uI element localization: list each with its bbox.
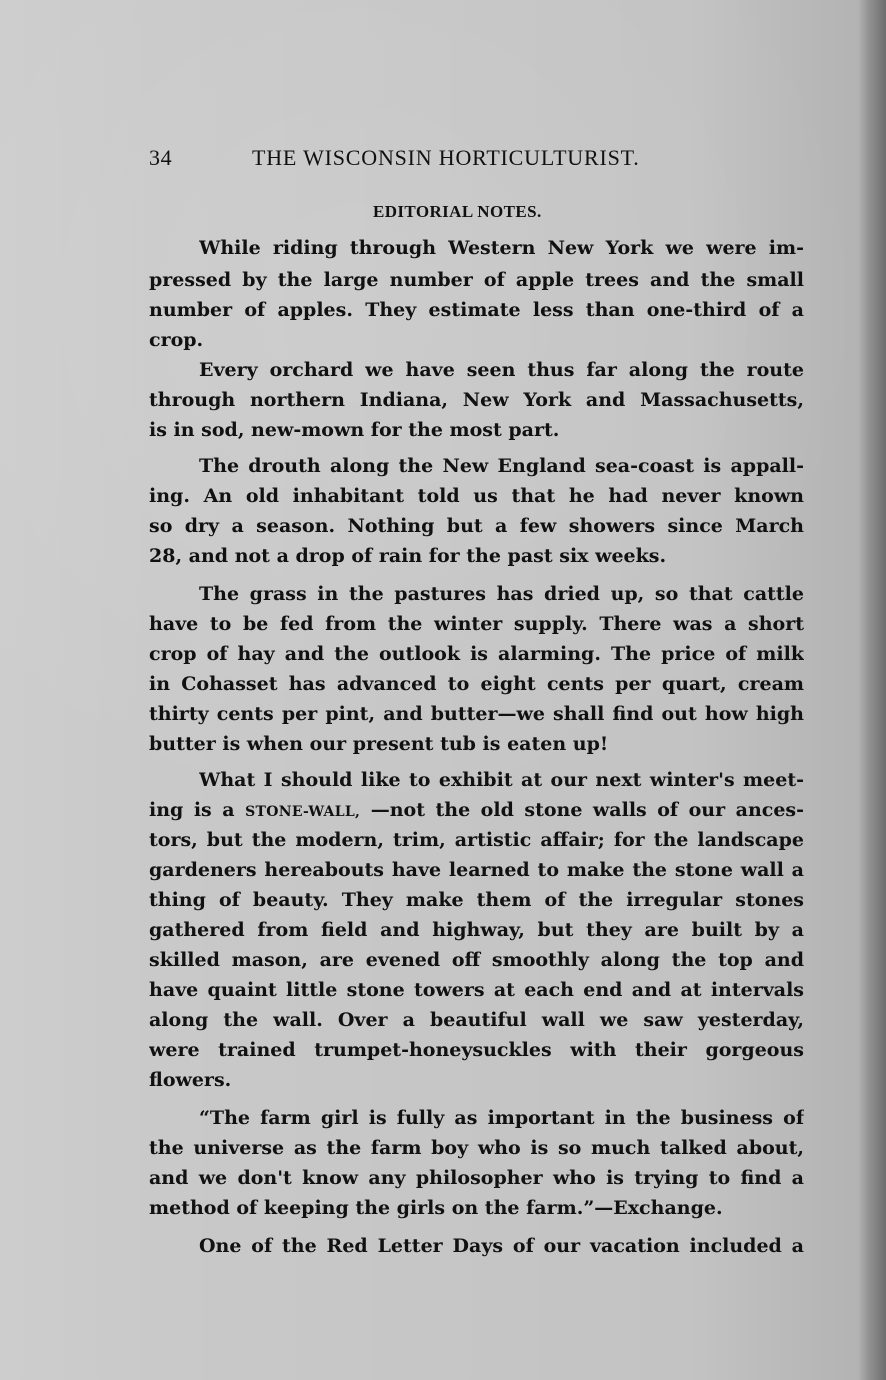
text-line-17: butter is when our present tub is eaten up! [149,733,609,755]
stone-wall-term: STONE-WALL, [245,804,361,820]
text-line-5: Every orchard we have seen thus far along the route [199,359,804,381]
text-line-26: along the wall. Over a beautiful wall we saw yesterday, [149,1009,804,1031]
text-line-27: were trained trumpet-honeysuckles with their gorgeous [149,1039,804,1061]
text-line-7: is in sod, new-mown for the most part. [149,419,560,441]
text-line-24: skilled mason, are evened off smoothly along the top and [149,949,804,971]
page-number: 34 [149,145,173,170]
text-line-1: While riding through Western New York we were im- [199,237,804,259]
text-line-12: The grass in the pastures has dried up, so that cattle [199,583,804,605]
text-line-19 [149,796,804,824]
text-line-18: What I should like to exhibit at our next winter's meet- [199,769,804,791]
text-line-2: pressed by the large number of apple trees and the small [149,269,804,291]
text-line-14: crop of hay and the outlook is alarming. The price of milk [149,643,804,665]
text-line-32: method of keeping the girls on the farm.”—Exchange. [149,1197,723,1219]
text-line-16: thirty cents per pint, and butter—we shall find out how high [149,703,804,725]
text-line-11: 28, and not a drop of rain for the past six weeks. [149,545,667,567]
text-line-19-end: —not the old stone walls of our ances- [370,799,804,821]
text-line-15: in Cohasset has advanced to eight cents per quart, cream [149,673,804,695]
page-gutter-shadow [858,0,886,1380]
text-line-6: through northern Indiana, New York and Massachusetts, [149,389,804,411]
text-line-21: gardeners hereabouts have learned to make the stone wall a [149,859,804,881]
running-title: THE WISCONSIN HORTICULTURIST. [252,145,640,170]
text-line-31: and we don't know any philosopher who is trying to find a [149,1167,804,1189]
text-line-13: have to be fed from the winter supply. There was a short [149,613,804,635]
text-line-9: ing. An old inhabitant told us that he had never known [149,485,804,507]
text-line-33: One of the Red Letter Days of our vacation included a [199,1235,804,1257]
text-line-10: so dry a season. Nothing but a few showers since March [149,515,804,537]
text-line-3: number of apples. They estimate less than one-third of a [149,299,804,321]
text-line-28: flowers. [149,1069,232,1091]
text-line-22: thing of beauty. They make them of the irregular stones [149,889,804,911]
running-header [149,145,709,179]
text-line-20: tors, but the modern, trim, artistic affair; for the landscape [149,829,804,851]
text-line-23: gathered from field and highway, but they are built by a [149,919,804,941]
text-line-25: have quaint little stone towers at each end and at intervals [149,979,804,1001]
text-line-4: crop. [149,329,204,351]
section-title: EDITORIAL NOTES. [373,202,542,221]
text-line-29: “The farm girl is fully as important in the business of [199,1107,804,1129]
text-line-19-start: ing is a [149,799,235,821]
text-line-8: The drouth along the New England sea-coast is appall- [199,455,804,477]
text-line-30: the universe as the farm boy who is so much talked about, [149,1137,804,1159]
